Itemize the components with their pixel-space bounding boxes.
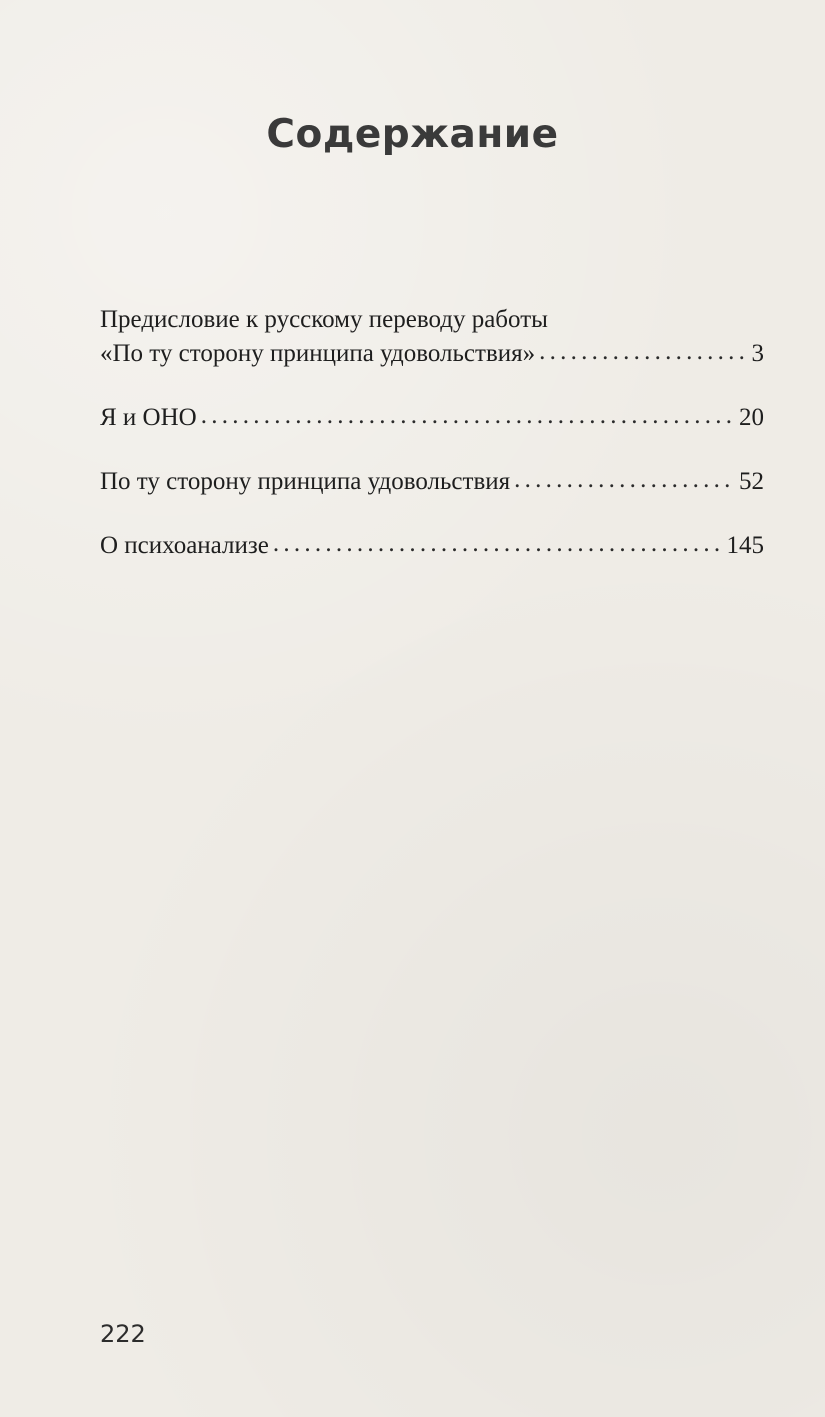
table-of-contents <box>100 303 764 563</box>
toc-page-number: 3 <box>751 340 764 367</box>
toc-entry <box>100 401 764 435</box>
toc-page-number: 145 <box>726 532 764 559</box>
toc-page-number: 52 <box>739 468 764 495</box>
toc-entry <box>100 303 764 371</box>
toc-entry-title-line: По ту сторону принципа удовольствия <box>100 468 511 495</box>
dot-leader <box>514 463 733 497</box>
page-title: Содержание <box>266 112 559 157</box>
page-number: 222 <box>100 1320 146 1348</box>
toc-entry-last-line <box>100 337 764 371</box>
dot-leader <box>539 335 745 369</box>
toc-entry-title-line: «По ту сторону принципа удовольствия» <box>100 340 536 367</box>
dot-leader <box>273 527 721 561</box>
toc-entry-last-line <box>100 529 764 563</box>
toc-entry-last-line <box>100 401 764 435</box>
toc-entry <box>100 465 764 499</box>
toc-entry <box>100 529 764 563</box>
toc-entry-title-line: Предисловие к русскому переводу работы <box>100 306 548 333</box>
dot-leader <box>201 399 733 433</box>
toc-entry-last-line <box>100 465 764 499</box>
toc-entry-title-line: Я и ОНО <box>100 404 197 431</box>
toc-entry-title-line: О психоанализе <box>100 532 269 559</box>
toc-page-number: 20 <box>739 404 764 431</box>
